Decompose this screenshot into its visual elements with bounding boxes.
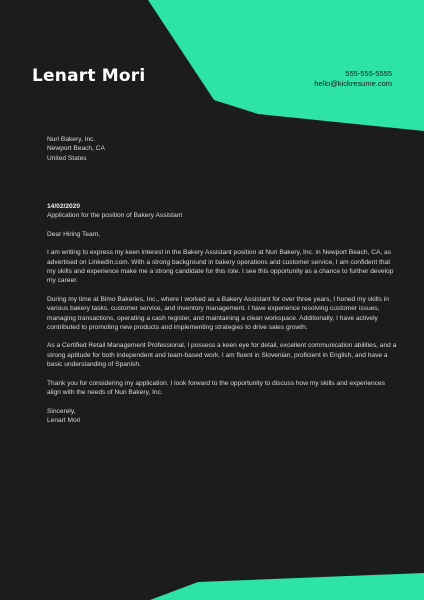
recipient-line: Newport Beach, CA: [47, 145, 105, 153]
paragraph-line: my career.: [47, 277, 78, 285]
recipient-line: Nuri Bakery, Inc.: [47, 136, 96, 143]
paragraph-line: I am writing to express my keen interest in the Bakery Assistant position at Nuri Bakery, Inc. in Newport Beach, CA, as: [47, 249, 391, 257]
bottom-accent-shape: [150, 573, 424, 600]
top-accent-shape: [148, 0, 424, 131]
paragraph-line: managing transactions, operating a cash register, and maintaining a clean workspace. Additionally, I have actively: [47, 314, 378, 322]
paragraph-line: Thank you for considering my application. I look forward to the opportunity to discuss how my skills and experiences: [47, 379, 385, 387]
paragraph-line: As a Certified Retail Management Professional, I possess a keen eye for detail, excellent communication abilities, and a: [47, 342, 397, 350]
paragraph-closing: [47, 379, 395, 398]
recipient-address: [47, 135, 105, 163]
paragraph-line: align with the needs of Nuri Bakery, Inc.: [47, 388, 163, 396]
greeting: Dear Hiring Team,: [47, 230, 101, 238]
paragraph-intro: [47, 248, 395, 285]
signature-name: Lenart Mori: [47, 416, 81, 424]
phone-text: 555-555-5555: [345, 69, 392, 78]
paragraph-line: contributed to promoting new products and implementing strategies to drive sales growth.: [47, 323, 308, 331]
paragraph-line: my skills and experience make me a strong candidate for this role. I see this opportunity as a chance to further develop: [47, 268, 394, 276]
closing-block: [47, 407, 395, 426]
paragraph-line: During my time at Bimo Bakeries, Inc., where I worked as a Bakery Assistant for over three years, I honed my skills in: [47, 295, 389, 303]
closing-text: Sincerely,: [47, 407, 76, 415]
recipient-line: United States: [47, 154, 87, 162]
contact-block: [314, 69, 392, 89]
email-text: hello@kickresume.com: [314, 79, 392, 88]
letter-date: 14/02/2020: [47, 203, 81, 210]
paragraph-skills: [47, 341, 395, 369]
paragraph-line: strong aptitude for both independent and team-based work. I am fluent in Slovenian, proficient in English, and have a: [47, 351, 388, 359]
paragraph-line: various bakery tasks, customer service, and inventory management. I have experience resolving customer issues,: [47, 305, 380, 313]
letter-subject: Application for the position of Bakery Assistant: [47, 212, 183, 220]
applicant-name: Lenart Mori: [32, 66, 146, 86]
paragraph-line: advertised on LinkedIn.com. With a strong background in bakery operations and customer service, I am confident that: [47, 258, 391, 266]
letter-body: [47, 202, 395, 425]
paragraph-line: basic understanding of Spanish.: [47, 361, 141, 369]
paragraph-experience: [47, 295, 395, 332]
